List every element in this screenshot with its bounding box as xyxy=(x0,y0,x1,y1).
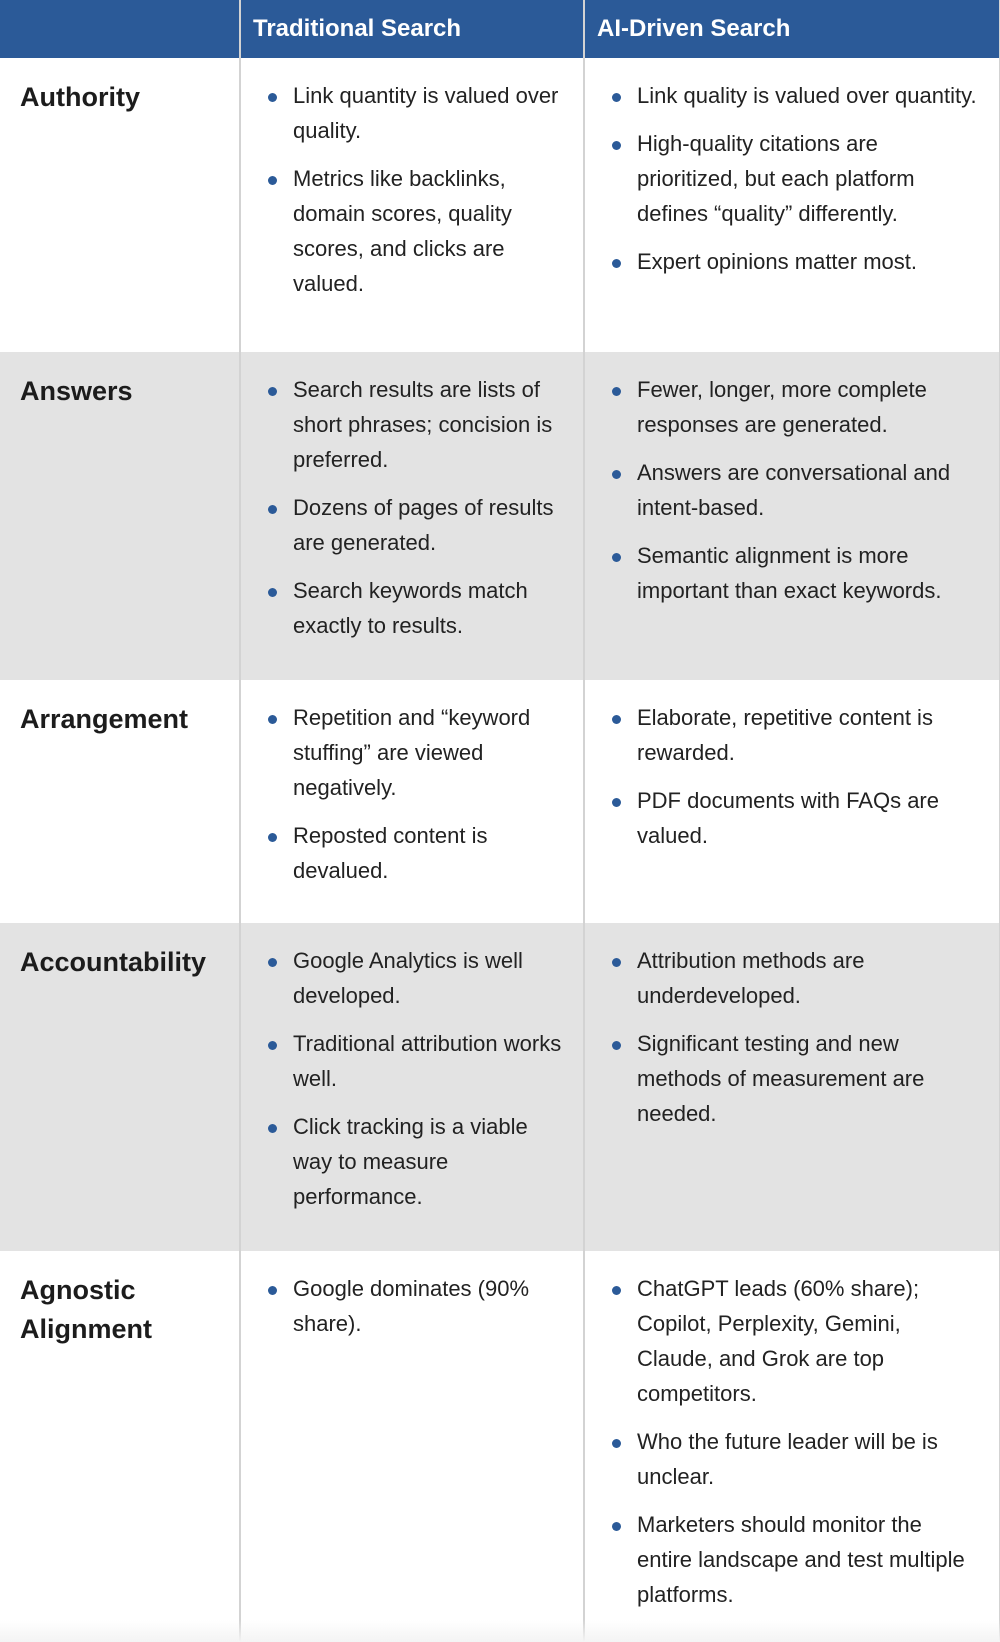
table-row xyxy=(0,680,1000,923)
bullet-dot-icon xyxy=(268,588,277,597)
header-ai-driven-search: AI-Driven Search xyxy=(584,0,1000,58)
bullet-dot-icon xyxy=(268,958,277,967)
bullet-dot-icon xyxy=(268,833,277,842)
row-label: Answers xyxy=(0,352,240,680)
ai-cell xyxy=(584,352,1000,680)
list-item xyxy=(603,126,981,231)
bullet-dot-icon xyxy=(268,387,277,396)
list-item-text: Semantic alignment is more important than exact keywords. xyxy=(637,543,942,603)
bullet-dot-icon xyxy=(268,1041,277,1050)
bullet-dot-icon xyxy=(268,715,277,724)
list-item-text: Traditional attribution works well. xyxy=(293,1031,562,1091)
traditional-cell xyxy=(240,680,584,923)
list-item-text: Search keywords match exactly to results. xyxy=(293,578,528,638)
list-item-text: PDF documents with FAQs are valued. xyxy=(637,788,939,848)
list-item xyxy=(259,1026,565,1096)
list-item xyxy=(259,1271,565,1341)
list-item-text: Google dominates (90% share). xyxy=(293,1276,530,1336)
list-item-text: Expert opinions matter most. xyxy=(637,249,918,274)
bullet-list xyxy=(259,943,565,1214)
bullet-list xyxy=(259,78,565,301)
bullet-list xyxy=(603,372,981,608)
ai-cell xyxy=(584,1251,1000,1642)
list-item-text: Link quality is valued over quantity. xyxy=(637,83,977,108)
list-item xyxy=(259,490,565,560)
bullet-list xyxy=(603,943,981,1131)
bullet-list xyxy=(259,700,565,888)
list-item xyxy=(603,1507,981,1612)
traditional-cell xyxy=(240,58,584,352)
list-item-text: Google Analytics is well developed. xyxy=(293,948,523,1008)
list-item-text: Link quantity is valued over quality. xyxy=(293,83,559,143)
traditional-cell xyxy=(240,923,584,1251)
bullet-list xyxy=(603,1271,981,1612)
list-item xyxy=(603,700,981,770)
list-item xyxy=(603,1271,981,1411)
list-item-text: Search results are lists of short phrases; concision is preferred. xyxy=(293,377,553,472)
bullet-dot-icon xyxy=(612,470,621,479)
bullet-dot-icon xyxy=(612,1522,621,1531)
table-row xyxy=(0,352,1000,680)
list-item xyxy=(259,943,565,1013)
list-item-text: High-quality citations are prioritized, but each platform defines “quality” differently. xyxy=(637,131,915,226)
list-item xyxy=(259,818,565,888)
list-item xyxy=(259,700,565,805)
bullet-dot-icon xyxy=(612,958,621,967)
list-item-text: Significant testing and new methods of measurement are needed. xyxy=(637,1031,925,1126)
bullet-dot-icon xyxy=(268,93,277,102)
traditional-cell xyxy=(240,1251,584,1642)
row-label: Agnostic Alignment xyxy=(0,1251,240,1642)
list-item-text: Attribution methods are underdeveloped. xyxy=(637,948,865,1008)
bullet-dot-icon xyxy=(268,505,277,514)
row-label: Arrangement xyxy=(0,680,240,923)
bullet-dot-icon xyxy=(268,1286,277,1295)
traditional-cell xyxy=(240,352,584,680)
table-row xyxy=(0,923,1000,1251)
list-item xyxy=(259,78,565,148)
list-item-text: Elaborate, repetitive content is rewarded. xyxy=(637,705,933,765)
list-item xyxy=(259,161,565,301)
header-corner xyxy=(0,0,240,58)
bullet-dot-icon xyxy=(612,93,621,102)
list-item xyxy=(259,573,565,643)
bottom-fade xyxy=(0,1620,1000,1642)
row-label: Accountability xyxy=(0,923,240,1251)
bullet-dot-icon xyxy=(612,1286,621,1295)
bullet-dot-icon xyxy=(268,176,277,185)
bullet-dot-icon xyxy=(612,259,621,268)
bullet-dot-icon xyxy=(612,387,621,396)
row-label: Authority xyxy=(0,58,240,352)
list-item xyxy=(603,538,981,608)
bullet-dot-icon xyxy=(612,798,621,807)
ai-cell xyxy=(584,680,1000,923)
bullet-dot-icon xyxy=(612,553,621,562)
ai-cell xyxy=(584,58,1000,352)
table-row xyxy=(0,58,1000,352)
list-item xyxy=(259,372,565,477)
bullet-list xyxy=(603,78,981,279)
list-item-text: Fewer, longer, more complete responses are generated. xyxy=(637,377,927,437)
list-item xyxy=(603,783,981,853)
list-item-text: Who the future leader will be is unclear. xyxy=(637,1429,938,1489)
list-item xyxy=(603,1424,981,1494)
list-item-text: Marketers should monitor the entire landscape and test multiple platforms. xyxy=(637,1512,965,1607)
ai-cell xyxy=(584,923,1000,1251)
list-item-text: ChatGPT leads (60% share); Copilot, Perplexity, Gemini, Claude, and Grok are top competitors. xyxy=(637,1276,920,1406)
bullet-list xyxy=(259,1271,565,1341)
list-item-text: Click tracking is a viable way to measure performance. xyxy=(293,1114,528,1209)
header-traditional-search: Traditional Search xyxy=(240,0,584,58)
list-item xyxy=(259,1109,565,1214)
list-item xyxy=(603,455,981,525)
bullet-list xyxy=(259,372,565,643)
list-item-text: Reposted content is devalued. xyxy=(293,823,488,883)
bullet-list xyxy=(603,700,981,853)
list-item-text: Dozens of pages of results are generated. xyxy=(293,495,554,555)
list-item xyxy=(603,244,981,279)
list-item xyxy=(603,78,981,113)
list-item xyxy=(603,1026,981,1131)
bullet-dot-icon xyxy=(612,1041,621,1050)
list-item-text: Metrics like backlinks, domain scores, quality scores, and clicks are valued. xyxy=(293,166,512,296)
bullet-dot-icon xyxy=(612,141,621,150)
list-item-text: Repetition and “keyword stuffing” are viewed negatively. xyxy=(293,705,531,800)
bullet-dot-icon xyxy=(268,1124,277,1133)
header-row xyxy=(0,0,1000,58)
bullet-dot-icon xyxy=(612,1439,621,1448)
bullet-dot-icon xyxy=(612,715,621,724)
list-item-text: Answers are conversational and intent-based. xyxy=(637,460,951,520)
table-row xyxy=(0,1251,1000,1642)
list-item xyxy=(603,372,981,442)
list-item xyxy=(603,943,981,1013)
